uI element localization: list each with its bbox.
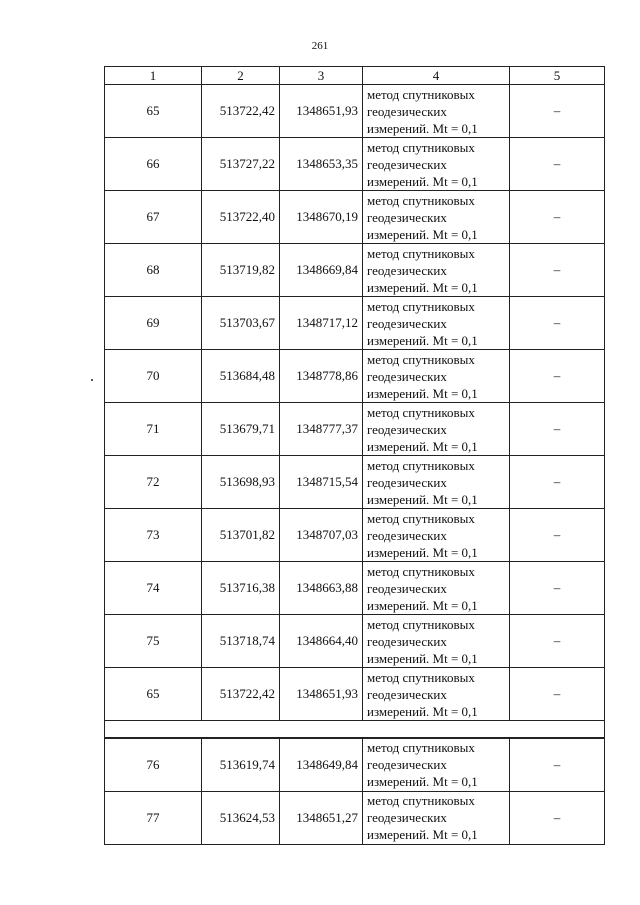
method-line: измерений. Mt = 0,1 [367, 650, 478, 666]
point-number-cell: 68 [105, 244, 202, 297]
note-cell: – [510, 191, 605, 244]
x-coordinate-cell: 513722,42 [202, 85, 280, 138]
point-number-cell: 74 [105, 562, 202, 615]
method-line: геодезических [367, 156, 447, 172]
method-line: геодезических [367, 103, 447, 119]
method-line: метод спутниковых [367, 457, 475, 473]
method-line: метод спутниковых [367, 404, 475, 420]
method-line: измерений. Mt = 0,1 [367, 597, 478, 613]
table-row [105, 562, 605, 615]
table-row [105, 138, 605, 191]
method-line: геодезических [367, 527, 447, 543]
y-coordinate-cell: 1348653,35 [280, 138, 363, 191]
x-coordinate-cell: 513722,40 [202, 191, 280, 244]
y-coordinate-cell: 1348670,19 [280, 191, 363, 244]
x-coordinate-cell: 513619,74 [202, 738, 280, 791]
method-line: измерений. Mt = 0,1 [367, 120, 478, 136]
note-cell: – [510, 562, 605, 615]
method-line: метод спутниковых [367, 298, 475, 314]
method-line: измерений. Mt = 0,1 [367, 226, 478, 242]
method-line: геодезических [367, 421, 447, 437]
point-number-cell: 77 [105, 791, 202, 844]
method-cell [363, 562, 510, 615]
method-line: метод спутниковых [367, 669, 475, 685]
table-row [105, 738, 605, 791]
header-cell-3: 3 [280, 67, 363, 85]
table-row [105, 456, 605, 509]
method-line: измерений. Mt = 0,1 [367, 385, 478, 401]
header-cell-5: 5 [510, 67, 605, 85]
header-cell-2: 2 [202, 67, 280, 85]
point-number-cell: 73 [105, 509, 202, 562]
note-cell: – [510, 456, 605, 509]
point-number-cell: 65 [105, 85, 202, 138]
point-number-cell: 76 [105, 738, 202, 791]
method-line: метод спутниковых [367, 563, 475, 579]
table-row [105, 403, 605, 456]
method-line: геодезических [367, 262, 447, 278]
note-cell: – [510, 738, 605, 791]
note-cell: – [510, 615, 605, 668]
point-number-cell: 65 [105, 668, 202, 721]
method-cell [363, 138, 510, 191]
table-row [105, 668, 605, 721]
x-coordinate-cell: 513624,53 [202, 791, 280, 844]
method-line: геодезических [367, 315, 447, 331]
y-coordinate-cell: 1348651,27 [280, 791, 363, 844]
method-cell [363, 85, 510, 138]
method-line: геодезических [367, 810, 447, 825]
x-coordinate-cell: 513684,48 [202, 350, 280, 403]
header-cell-1: 1 [105, 67, 202, 85]
note-cell: – [510, 85, 605, 138]
note-cell: – [510, 509, 605, 562]
x-coordinate-cell: 513722,42 [202, 668, 280, 721]
x-coordinate-cell: 513679,71 [202, 403, 280, 456]
note-cell: – [510, 791, 605, 844]
separator-cell [105, 721, 605, 739]
method-line: метод спутниковых [367, 139, 475, 155]
page-number: 261 [311, 40, 329, 52]
header-cell-4: 4 [363, 67, 510, 85]
note-cell: – [510, 350, 605, 403]
method-line: измерений. Mt = 0,1 [367, 774, 478, 790]
method-line: геодезических [367, 368, 447, 384]
point-number-cell: 75 [105, 615, 202, 668]
point-number-cell: 67 [105, 191, 202, 244]
method-line: метод спутниковых [367, 616, 475, 632]
method-line: геодезических [367, 686, 447, 702]
stray-dot [91, 379, 93, 381]
y-coordinate-cell: 1348777,37 [280, 403, 363, 456]
method-line: измерений. Mt = 0,1 [367, 332, 478, 348]
method-line: измерений. Mt = 0,1 [367, 703, 478, 719]
method-cell [363, 668, 510, 721]
method-line: геодезических [367, 474, 447, 490]
method-line: геодезических [367, 209, 447, 225]
method-line: метод спутниковых [367, 192, 475, 208]
y-coordinate-cell: 1348669,84 [280, 244, 363, 297]
method-line: измерений. Mt = 0,1 [367, 544, 478, 560]
method-cell [363, 244, 510, 297]
table-body [105, 85, 605, 845]
x-coordinate-cell: 513703,67 [202, 297, 280, 350]
point-number-cell: 70 [105, 350, 202, 403]
method-line: геодезических [367, 633, 447, 649]
y-coordinate-cell: 1348651,93 [280, 85, 363, 138]
method-line: метод спутниковых [367, 510, 475, 526]
table-row [105, 350, 605, 403]
method-cell [363, 615, 510, 668]
x-coordinate-cell: 513727,22 [202, 138, 280, 191]
method-line: геодезических [367, 757, 447, 773]
method-cell [363, 403, 510, 456]
y-coordinate-cell: 1348715,54 [280, 456, 363, 509]
method-cell [363, 456, 510, 509]
header-row [105, 67, 605, 85]
method-line: измерений. Mt = 0,1 [367, 438, 478, 454]
table-row [105, 191, 605, 244]
x-coordinate-cell: 513716,38 [202, 562, 280, 615]
y-coordinate-cell: 1348717,12 [280, 297, 363, 350]
table-row [105, 297, 605, 350]
point-number-cell: 71 [105, 403, 202, 456]
method-line: измерений. Mt = 0,1 [367, 173, 478, 189]
method-line: измерений. Mt = 0,1 [367, 279, 478, 295]
table-row [105, 85, 605, 138]
x-coordinate-cell: 513718,74 [202, 615, 280, 668]
method-cell [363, 791, 510, 844]
coordinates-table [104, 66, 605, 845]
method-line: метод спутниковых [367, 793, 475, 808]
method-line: метод спутниковых [367, 740, 475, 756]
point-number-cell: 66 [105, 138, 202, 191]
note-cell: – [510, 668, 605, 721]
note-cell: – [510, 403, 605, 456]
method-cell [363, 350, 510, 403]
table-row [105, 791, 605, 844]
method-cell [363, 297, 510, 350]
x-coordinate-cell: 513698,93 [202, 456, 280, 509]
point-number-cell: 69 [105, 297, 202, 350]
point-number-cell: 72 [105, 456, 202, 509]
method-line: метод спутниковых [367, 351, 475, 367]
method-cell [363, 738, 510, 791]
note-cell: – [510, 244, 605, 297]
y-coordinate-cell: 1348778,86 [280, 350, 363, 403]
y-coordinate-cell: 1348664,40 [280, 615, 363, 668]
method-line: геодезических [367, 580, 447, 596]
y-coordinate-cell: 1348663,88 [280, 562, 363, 615]
method-line: измерений. Mt = 0,1 [367, 491, 478, 507]
note-cell: – [510, 138, 605, 191]
x-coordinate-cell: 513701,82 [202, 509, 280, 562]
method-cell [363, 509, 510, 562]
table-row [105, 244, 605, 297]
method-line: метод спутниковых [367, 86, 475, 102]
y-coordinate-cell: 1348707,03 [280, 509, 363, 562]
table-row [105, 615, 605, 668]
separator-row [105, 721, 605, 739]
method-cell [363, 191, 510, 244]
note-cell: – [510, 297, 605, 350]
y-coordinate-cell: 1348649,84 [280, 738, 363, 791]
method-line: измерений. Mt = 0,1 [367, 827, 478, 842]
x-coordinate-cell: 513719,82 [202, 244, 280, 297]
y-coordinate-cell: 1348651,93 [280, 668, 363, 721]
method-line: метод спутниковых [367, 245, 475, 261]
table-row [105, 509, 605, 562]
